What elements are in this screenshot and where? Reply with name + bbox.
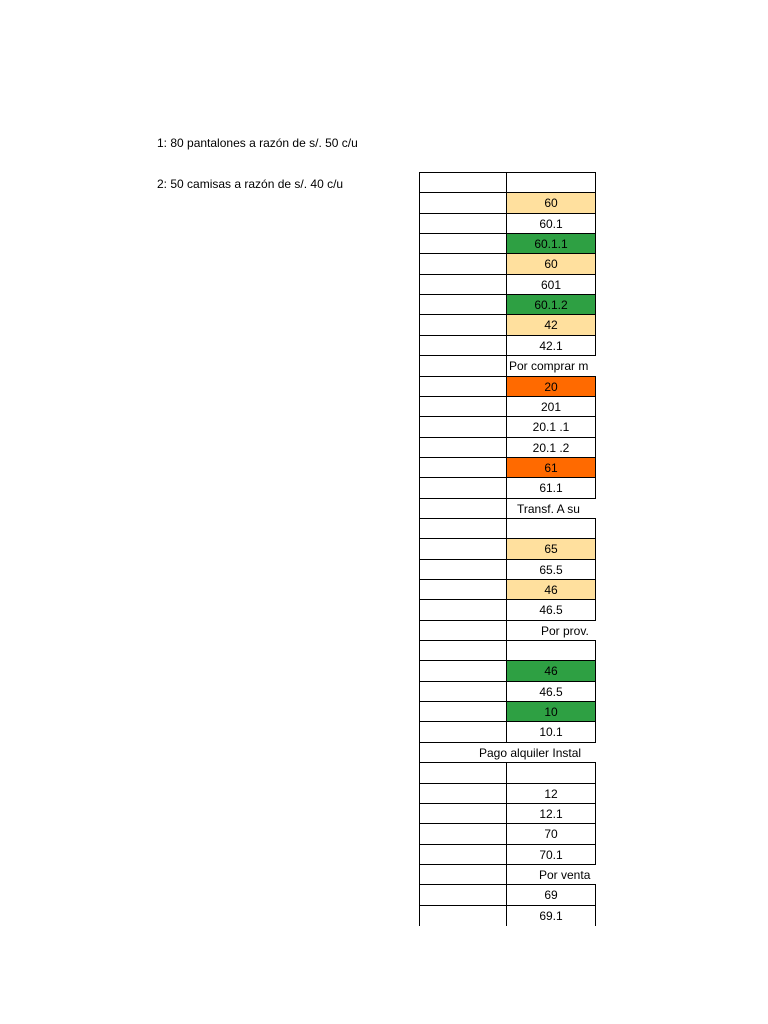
account-code-text: 46 [544,583,558,597]
account-code-cell[interactable] [507,234,596,254]
empty-cell[interactable] [419,621,507,641]
account-code-cell[interactable] [507,275,596,295]
table-row [419,599,596,621]
description-text: Por prov. [541,624,589,638]
account-code-cell[interactable] [507,824,596,845]
empty-cell[interactable] [419,356,507,377]
description-cell[interactable] [507,499,596,519]
description-cell[interactable] [507,621,596,641]
table-row [419,762,596,784]
table-row [419,884,596,906]
account-code-cell[interactable] [507,295,596,315]
account-code-table [419,172,596,926]
account-code-text: 60.1.1 [534,237,568,251]
account-code-cell[interactable] [507,214,596,234]
table-row [419,457,596,478]
table-row [419,396,596,417]
account-code-cell[interactable] [507,641,596,661]
description-text: Pago alquiler Instal [479,746,582,760]
empty-cell[interactable] [419,478,507,499]
description-text: Transf. A su [517,502,580,516]
table-row [419,477,596,499]
account-code-cell[interactable] [507,397,596,417]
table-row [419,294,596,315]
empty-cell[interactable] [419,539,507,560]
account-code-text: 69.1 [539,909,563,923]
problem-note-2: 2: 50 camisas a razón de s/. 40 c/u [157,177,344,191]
account-code-cell[interactable] [507,784,596,804]
account-code-text: 601 [540,278,562,292]
empty-cell[interactable] [419,214,507,234]
account-code-text: 20.1 .1 [532,420,570,434]
table-row [419,864,596,885]
empty-cell[interactable] [419,519,507,539]
account-code-cell[interactable] [507,763,596,784]
empty-cell[interactable] [419,804,507,824]
account-code-text: 46.5 [539,685,563,699]
account-code-cell[interactable] [507,519,596,539]
table-row [419,355,596,377]
account-code-text: 42 [544,318,558,332]
account-code-text: 65 [544,542,558,556]
account-code-cell[interactable] [507,600,596,621]
account-code-cell[interactable] [507,682,596,702]
account-code-cell[interactable] [507,458,596,478]
account-code-cell[interactable] [507,193,596,214]
empty-cell[interactable] [419,275,507,295]
empty-cell[interactable] [419,845,507,865]
account-code-text: 70.1 [539,848,563,862]
empty-cell[interactable] [419,499,507,519]
table-row [419,274,596,295]
empty-cell[interactable] [419,295,507,315]
account-code-text: 69 [544,888,558,902]
account-code-text: 201 [540,400,562,414]
table-row [419,314,596,336]
table-row [419,844,596,865]
table-row [419,579,596,600]
account-code-cell[interactable] [507,336,596,356]
empty-cell[interactable] [419,560,507,580]
table-row [419,783,596,804]
account-code-cell[interactable] [507,885,596,906]
account-code-cell[interactable] [507,580,596,600]
table-row [419,376,596,397]
empty-cell[interactable] [419,580,507,600]
empty-cell[interactable] [419,722,507,743]
empty-cell[interactable] [419,254,507,275]
table-row [419,192,596,214]
table-row [419,681,596,702]
account-code-cell[interactable] [507,722,596,743]
problem-note-1: 1: 80 pantalones a razón de s/. 50 c/u [157,136,358,150]
table-row [419,620,596,641]
empty-cell[interactable] [419,377,507,397]
table-row [419,213,596,234]
empty-cell[interactable] [419,702,507,722]
empty-cell[interactable] [419,906,507,926]
empty-cell[interactable] [419,234,507,254]
table-row [419,172,596,193]
description-text: Por venta [539,868,591,882]
description-cell[interactable] [419,743,596,763]
account-code-cell[interactable] [507,702,596,722]
account-code-text: 12 [544,787,558,801]
account-code-cell[interactable] [507,417,596,438]
account-code-text: 60.1 [539,217,563,231]
table-row [419,905,596,926]
account-code-text: 20 [544,380,558,394]
table-row [419,803,596,824]
account-code-text: 42.1 [539,339,563,353]
account-code-cell[interactable] [507,315,596,336]
description-cell[interactable] [507,865,596,885]
empty-cell[interactable] [419,193,507,214]
account-code-text: 70 [544,827,558,841]
empty-cell[interactable] [419,397,507,417]
account-code-cell[interactable] [507,438,596,458]
table-row [419,538,596,560]
table-row [419,518,596,539]
empty-cell[interactable] [419,763,507,784]
account-code-text: 20.1 .2 [532,441,570,455]
table-row [419,559,596,580]
account-code-cell[interactable] [507,845,596,865]
account-code-text: 10.1 [539,725,563,739]
table-row [419,721,596,743]
empty-cell[interactable] [419,600,507,621]
account-code-cell[interactable] [507,377,596,397]
empty-cell[interactable] [419,336,507,356]
empty-cell[interactable] [419,438,507,458]
empty-cell[interactable] [419,417,507,438]
empty-cell[interactable] [419,682,507,702]
description-cell[interactable] [507,356,596,377]
table-row [419,335,596,356]
account-code-text: 60 [544,257,558,271]
account-code-cell[interactable] [507,173,596,193]
account-code-cell[interactable] [507,254,596,275]
account-code-cell[interactable] [507,539,596,560]
account-code-text: 61.1 [539,481,563,495]
empty-cell[interactable] [419,865,507,885]
description-text: Por comprar m [509,359,589,373]
empty-cell[interactable] [419,315,507,336]
account-code-text: 12.1 [539,807,563,821]
table-row [419,701,596,722]
empty-cell[interactable] [419,173,507,193]
table-row [419,660,596,682]
account-code-text: 10 [544,705,558,719]
empty-cell[interactable] [419,641,507,661]
account-code-cell[interactable] [507,478,596,499]
table-row [419,233,596,254]
table-row [419,640,596,661]
table-row [419,823,596,845]
account-code-text: 46 [544,664,558,678]
table-row [419,416,596,438]
empty-cell[interactable] [419,458,507,478]
account-code-text: 46.5 [539,603,563,617]
empty-cell[interactable] [419,661,507,682]
empty-cell[interactable] [419,824,507,845]
account-code-cell[interactable] [507,906,596,926]
account-code-cell[interactable] [507,661,596,682]
empty-cell[interactable] [419,885,507,906]
table-row [419,253,596,275]
account-code-text: 65.5 [539,563,563,577]
account-code-text: 60 [544,196,558,210]
account-code-text: 61 [544,461,558,475]
account-code-cell[interactable] [507,560,596,580]
table-row [419,437,596,458]
account-code-text: 60.1.2 [534,298,568,312]
table-row [419,742,596,763]
empty-cell[interactable] [419,784,507,804]
account-code-cell[interactable] [507,804,596,824]
table-row [419,498,596,519]
